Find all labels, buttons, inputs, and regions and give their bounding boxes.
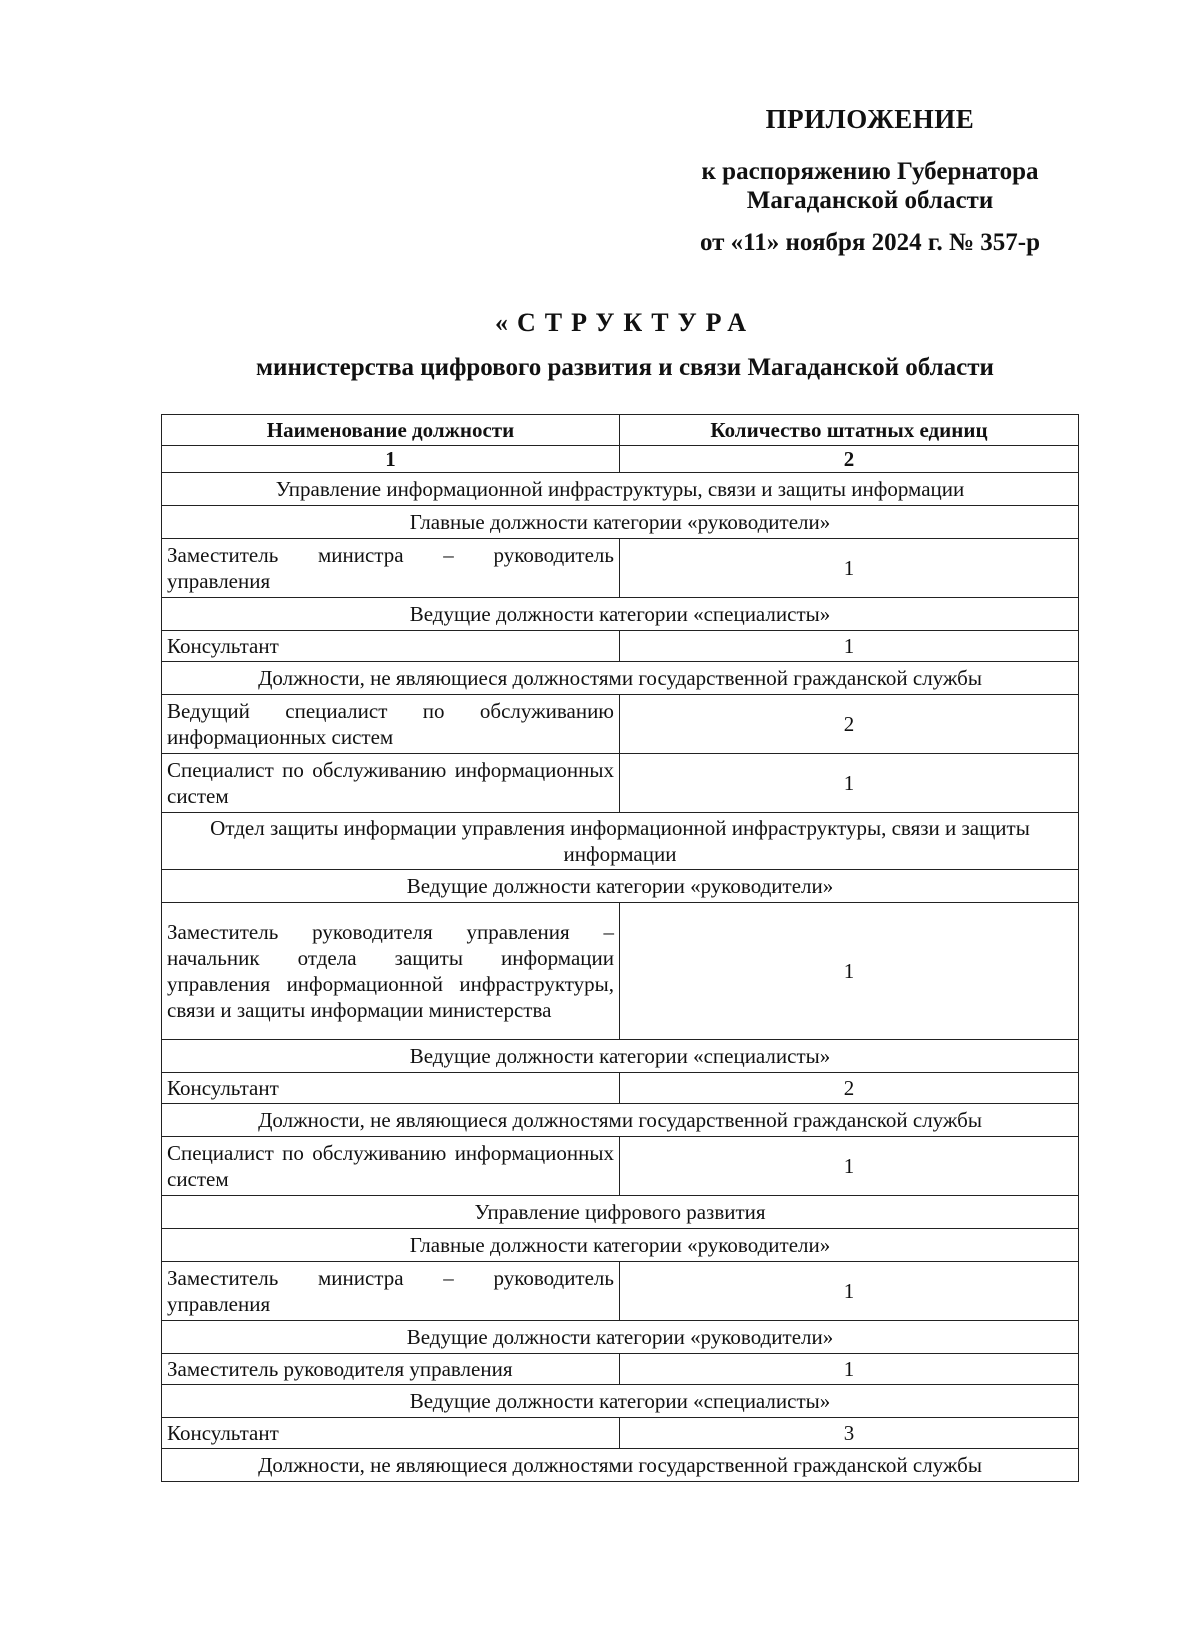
section-title: Отдел защиты информации управления информационной инфраструктуры, связи и защиты информации	[162, 813, 1079, 870]
position-name: Заместитель министра – руководитель управления	[162, 539, 620, 598]
category-row	[162, 1321, 1079, 1354]
position-name: Консультант	[162, 631, 620, 662]
category-row	[162, 662, 1079, 695]
category-row	[162, 506, 1079, 539]
table-row	[162, 539, 1079, 598]
column-number-1: 1	[162, 446, 620, 473]
table-header-row	[162, 415, 1079, 446]
position-count: 1	[620, 903, 1079, 1040]
table-row	[162, 695, 1079, 754]
header-staff-count: Количество штатных единиц	[620, 415, 1079, 446]
category-title: Должности, не являющиеся должностями государственной гражданской службы	[162, 1104, 1079, 1137]
category-title: Должности, не являющиеся должностями государственной гражданской службы	[162, 1449, 1079, 1482]
category-title: Ведущие должности категории «руководители»	[162, 1321, 1079, 1354]
category-title: Главные должности категории «руководители»	[162, 1229, 1079, 1262]
table-row	[162, 631, 1079, 662]
position-name: Заместитель руководителя управления	[162, 1354, 620, 1385]
position-count: 1	[620, 1137, 1079, 1196]
section-row	[162, 473, 1079, 506]
category-row	[162, 1040, 1079, 1073]
position-name: Консультант	[162, 1418, 620, 1449]
order-date-line: от «11» ноября 2024 г. № 357-р	[699, 229, 1041, 256]
table-row	[162, 1073, 1079, 1104]
table-row	[162, 1354, 1079, 1385]
position-count: 1	[620, 539, 1079, 598]
section-row	[162, 813, 1079, 870]
position-count: 3	[620, 1418, 1079, 1449]
category-row	[162, 598, 1079, 631]
position-name: Специалист по обслуживанию информационных систем	[162, 1137, 620, 1196]
category-row	[162, 1385, 1079, 1418]
category-row	[162, 1229, 1079, 1262]
position-count: 1	[620, 754, 1079, 813]
position-name: Заместитель руководителя управления – начальник отдела защиты информации управления информационной инфраструктуры, связи и защиты информации министерства	[162, 903, 620, 1040]
category-title: Ведущие должности категории «специалисты»	[162, 1385, 1079, 1418]
column-number-row	[162, 446, 1079, 473]
document-title: «СТРУКТУРА	[494, 308, 756, 337]
position-count: 1	[620, 1354, 1079, 1385]
position-name: Заместитель министра – руководитель управления	[162, 1262, 620, 1321]
section-row	[162, 1196, 1079, 1229]
position-count: 2	[620, 695, 1079, 754]
category-title: Ведущие должности категории «специалисты»	[162, 598, 1079, 631]
category-title: Ведущие должности категории «руководители»	[162, 870, 1079, 903]
position-name: Специалист по обслуживанию информационных систем	[162, 754, 620, 813]
position-name: Ведущий специалист по обслуживанию информационных систем	[162, 695, 620, 754]
category-title: Главные должности категории «руководители»	[162, 506, 1079, 539]
appendix-header	[620, 104, 1120, 257]
appendix-title: ПРИЛОЖЕНИЕ	[765, 104, 975, 134]
document-subtitle: министерства цифрового развития и связи Магаданской области	[256, 354, 994, 381]
header-position-name: Наименование должности	[162, 415, 620, 446]
category-row	[162, 1449, 1079, 1482]
category-title: Ведущие должности категории «специалисты»	[162, 1040, 1079, 1073]
staff-structure-table	[161, 414, 1079, 1482]
table-row	[162, 1418, 1079, 1449]
position-count: 1	[620, 1262, 1079, 1321]
category-title: Должности, не являющиеся должностями государственной гражданской службы	[162, 662, 1079, 695]
table-row	[162, 1262, 1079, 1321]
section-title: Управление информационной инфраструктуры, связи и защиты информации	[162, 473, 1079, 506]
section-title: Управление цифрового развития	[162, 1196, 1079, 1229]
position-name: Консультант	[162, 1073, 620, 1104]
order-reference-line-2: Магаданской области	[746, 187, 994, 214]
table-row	[162, 754, 1079, 813]
order-reference-line-1: к распоряжению Губернатора	[701, 158, 1039, 185]
position-count: 1	[620, 631, 1079, 662]
table-row	[162, 1137, 1079, 1196]
table-row	[162, 903, 1079, 1040]
category-row	[162, 1104, 1079, 1137]
position-count: 2	[620, 1073, 1079, 1104]
category-row	[162, 870, 1079, 903]
column-number-2: 2	[620, 446, 1079, 473]
